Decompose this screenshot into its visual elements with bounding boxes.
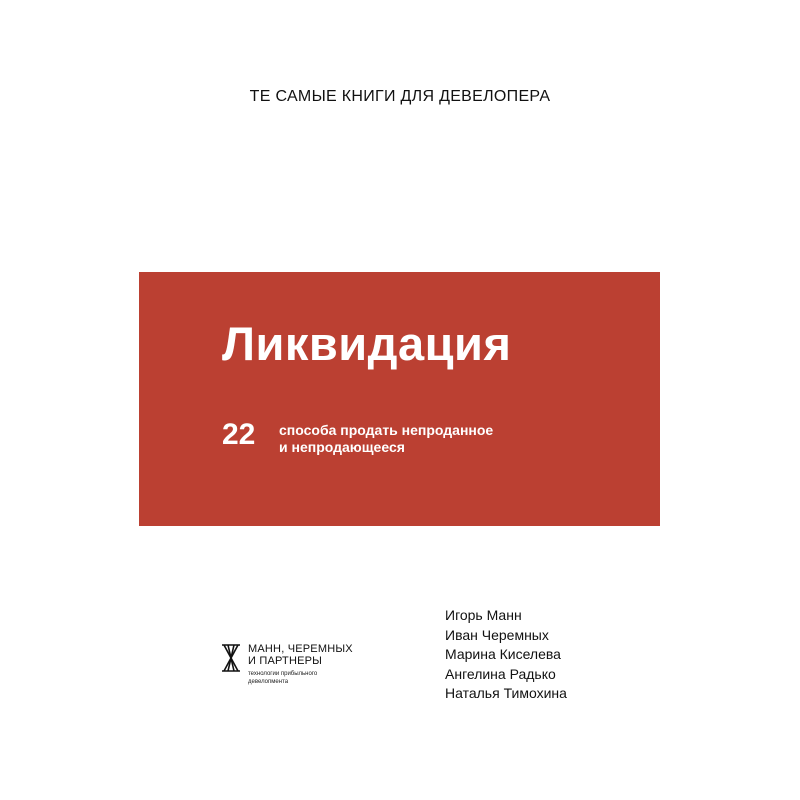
author-name: Наталья Тимохина (445, 685, 567, 701)
publisher-name-line-1: МАНН, ЧЕРЕМНЫХ (248, 643, 353, 655)
author-name: Ангелина Радько (445, 665, 556, 682)
publisher-logo (220, 641, 370, 701)
publisher-name-line-2: И ПАРТНЕРЫ (248, 655, 323, 667)
book-title: Ликвидация (222, 317, 512, 370)
publisher-logo-icon (220, 643, 242, 673)
title-block (139, 272, 660, 526)
subtitle-line-1: способа продать непроданное (279, 422, 494, 438)
subtitle-line-2: и непродающееся (279, 439, 405, 455)
publisher-tagline-line-1: технологии прибыльного (248, 671, 318, 677)
publisher-tagline (248, 670, 317, 686)
book-subtitle (279, 422, 493, 456)
publisher-name (248, 643, 353, 667)
ways-count: 22 (222, 418, 256, 451)
authors-list (445, 606, 567, 704)
author-name: Марина Киселева (445, 646, 561, 662)
author-name: Игорь Манн (445, 607, 522, 623)
series-title: ТЕ САМЫЕ КНИГИ ДЛЯ ДЕВЕЛОПЕРА (249, 88, 551, 105)
publisher-tagline-line-2: девелопмента (248, 679, 289, 685)
author-name: Иван Черемных (445, 626, 549, 643)
